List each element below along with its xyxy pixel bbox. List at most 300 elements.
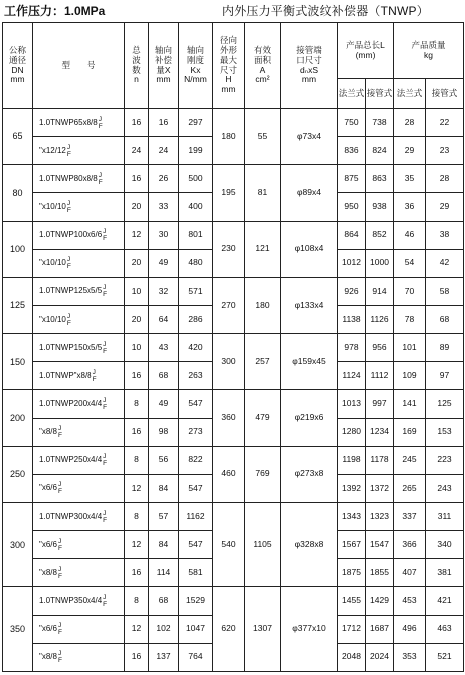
jf-suffix: [99, 172, 103, 186]
model-text: 1.0TNWP350x4/4: [39, 596, 103, 606]
cell-length-flange: 1198: [338, 446, 366, 474]
cell-model: [33, 362, 125, 390]
col-length-group: 产品总长L (mm): [338, 23, 394, 79]
cell-length-weld: 1234: [366, 418, 394, 446]
model-text: "x10/10: [39, 202, 66, 212]
cell-dn: 125: [3, 277, 33, 333]
cell-length-weld: 1687: [366, 615, 394, 643]
cell-length-weld: 863: [366, 165, 394, 193]
cell-stiffness: 297: [179, 109, 213, 137]
model-text: "x6/6: [39, 483, 57, 493]
cell-stiffness: 1529: [179, 587, 213, 615]
jf-suffix: [103, 453, 107, 467]
cell-model: [33, 249, 125, 277]
cell-waves: 16: [125, 362, 149, 390]
cell-waves: 12: [125, 531, 149, 559]
cell-mass-weld: 125: [426, 390, 464, 418]
col-waves: 总 波 数 n: [125, 23, 149, 109]
cell-model: [33, 109, 125, 137]
cell-outer-size: 270: [213, 277, 245, 333]
cell-length-flange: 1013: [338, 390, 366, 418]
cell-compensation: 56: [149, 446, 179, 474]
cell-mass-flange: 353: [394, 643, 426, 671]
cell-compensation: 98: [149, 418, 179, 446]
jf-top: J: [57, 481, 62, 489]
cell-length-weld: 938: [366, 193, 394, 221]
cell-stiffness: 571: [179, 277, 213, 305]
cell-stiffness: 822: [179, 446, 213, 474]
cell-compensation: 49: [149, 249, 179, 277]
cell-waves: 16: [125, 418, 149, 446]
cell-waves: 16: [125, 109, 149, 137]
cell-length-weld: 914: [366, 277, 394, 305]
jf-top: J: [57, 622, 62, 630]
cell-area: 81: [245, 165, 281, 221]
cell-compensation: 16: [149, 109, 179, 137]
model-text: "x10/10: [39, 258, 66, 268]
model-text: 1.0TNWP100x6/6: [39, 230, 103, 240]
cell-mass-flange: 109: [394, 362, 426, 390]
cell-length-weld: 852: [366, 221, 394, 249]
cell-mass-weld: 311: [426, 502, 464, 530]
model-text: "x8/8: [39, 652, 57, 662]
cell-outer-size: 300: [213, 334, 245, 390]
cell-area: 121: [245, 221, 281, 277]
cell-dn: 300: [3, 502, 33, 586]
cell-compensation: 64: [149, 305, 179, 333]
cell-model: [33, 587, 125, 615]
cell-length-weld: 1547: [366, 531, 394, 559]
cell-waves: 8: [125, 587, 149, 615]
cell-waves: 20: [125, 305, 149, 333]
model-text: "x6/6: [39, 624, 57, 634]
cell-mass-flange: 366: [394, 531, 426, 559]
jf-top: J: [103, 284, 107, 292]
cell-model: [33, 137, 125, 165]
jf-suffix: [67, 144, 71, 158]
cell-mass-flange: 453: [394, 587, 426, 615]
cell-model: [33, 559, 125, 587]
cell-outer-size: 620: [213, 587, 245, 672]
cell-mass-weld: 23: [426, 137, 464, 165]
model-text: 1.0TNWP250x4/4: [39, 455, 103, 465]
cell-pipe: φ159x45: [281, 334, 338, 390]
cell-length-flange: 836: [338, 137, 366, 165]
cell-mass-flange: 141: [394, 390, 426, 418]
cell-stiffness: 420: [179, 334, 213, 362]
cell-mass-flange: 101: [394, 334, 426, 362]
jf-suffix: [58, 425, 62, 439]
cell-dn: 350: [3, 587, 33, 672]
jf-bottom: F: [57, 572, 62, 580]
cell-mass-flange: 169: [394, 418, 426, 446]
model-text: "x10/10: [39, 314, 66, 324]
jf-suffix: [103, 228, 107, 242]
jf-bottom: F: [57, 544, 62, 552]
cell-mass-weld: 421: [426, 587, 464, 615]
cell-mass-flange: 46: [394, 221, 426, 249]
jf-suffix: [58, 622, 62, 636]
cell-mass-weld: 521: [426, 643, 464, 671]
jf-bottom: F: [103, 235, 108, 243]
spec-table: [2, 22, 464, 672]
jf-suffix: [103, 284, 107, 298]
cell-length-flange: 1280: [338, 418, 366, 446]
cell-length-flange: 1124: [338, 362, 366, 390]
cell-mass-flange: 407: [394, 559, 426, 587]
jf-suffix: [58, 566, 62, 580]
cell-area: 1307: [245, 587, 281, 672]
cell-dn: 150: [3, 334, 33, 390]
cell-model: [33, 531, 125, 559]
cell-waves: 10: [125, 277, 149, 305]
table-row: [3, 165, 464, 193]
cell-stiffness: 273: [179, 418, 213, 446]
jf-suffix: [103, 510, 107, 524]
cell-length-flange: 926: [338, 277, 366, 305]
model-text: "x6/6: [39, 539, 57, 549]
col-outer-size: 径向 外形 最大 尺寸 H mm: [213, 23, 245, 109]
col-pipe: 接管端 口尺寸 dₙxS mm: [281, 23, 338, 109]
cell-compensation: 68: [149, 362, 179, 390]
jf-top: J: [103, 228, 107, 236]
jf-suffix: [93, 369, 97, 383]
cell-length-flange: 1012: [338, 249, 366, 277]
jf-bottom: F: [57, 629, 62, 637]
working-pressure: 工作压力：1.0MPa: [4, 4, 106, 18]
jf-top: J: [98, 171, 102, 179]
cell-mass-flange: 496: [394, 615, 426, 643]
jf-bottom: F: [103, 403, 108, 411]
cell-model: [33, 502, 125, 530]
cell-length-weld: 1323: [366, 502, 394, 530]
cell-stiffness: 801: [179, 221, 213, 249]
cell-dn: 250: [3, 446, 33, 502]
jf-suffix: [58, 538, 62, 552]
cell-area: 55: [245, 109, 281, 165]
cell-length-flange: 1138: [338, 305, 366, 333]
model-text: 1.0TNWP200x4/4: [39, 399, 103, 409]
cell-length-flange: 750: [338, 109, 366, 137]
cell-length-weld: 1429: [366, 587, 394, 615]
cell-stiffness: 764: [179, 643, 213, 671]
cell-pipe: φ108x4: [281, 221, 338, 277]
cell-area: 769: [245, 446, 281, 502]
jf-bottom: F: [103, 347, 108, 355]
table-row: [3, 221, 464, 249]
jf-bottom: F: [66, 319, 71, 327]
cell-length-flange: 1712: [338, 615, 366, 643]
cell-dn: 100: [3, 221, 33, 277]
cell-model: [33, 277, 125, 305]
jf-bottom: F: [57, 657, 62, 665]
cell-length-flange: 875: [338, 165, 366, 193]
cell-mass-weld: 22: [426, 109, 464, 137]
model-text: "x8/8: [39, 427, 57, 437]
cell-model: [33, 643, 125, 671]
cell-length-flange: 1567: [338, 531, 366, 559]
cell-stiffness: 547: [179, 390, 213, 418]
cell-dn: 80: [3, 165, 33, 221]
cell-dn: 65: [3, 109, 33, 165]
model-text: 1.0TNWP80x8/8: [39, 173, 98, 183]
cell-stiffness: 480: [179, 249, 213, 277]
jf-suffix: [58, 481, 62, 495]
cell-length-weld: 1178: [366, 446, 394, 474]
cell-mass-flange: 29: [394, 137, 426, 165]
model-text: 1.0TNWP150x5/5: [39, 342, 103, 352]
jf-top: J: [57, 537, 62, 545]
model-text: "x8/8: [39, 567, 57, 577]
cell-waves: 16: [125, 643, 149, 671]
cell-waves: 8: [125, 446, 149, 474]
jf-suffix: [103, 341, 107, 355]
jf-bottom: F: [103, 291, 108, 299]
model-text: 1.0TNWP"x8/8: [39, 370, 92, 380]
cell-length-weld: 1000: [366, 249, 394, 277]
col-area: 有效 面积 A cm²: [245, 23, 281, 109]
jf-bottom: F: [66, 150, 71, 158]
table-row: [3, 446, 464, 474]
col-mass-weld: 接管式: [426, 79, 464, 109]
jf-bottom: F: [57, 488, 62, 496]
model-text: 1.0TNWP65x8/8: [39, 117, 98, 127]
cell-length-flange: 2048: [338, 643, 366, 671]
cell-mass-weld: 243: [426, 474, 464, 502]
cell-length-flange: 1875: [338, 559, 366, 587]
cell-mass-weld: 223: [426, 446, 464, 474]
cell-mass-flange: 265: [394, 474, 426, 502]
cell-length-weld: 2024: [366, 643, 394, 671]
cell-mass-weld: 58: [426, 277, 464, 305]
cell-model: [33, 446, 125, 474]
cell-stiffness: 199: [179, 137, 213, 165]
jf-suffix: [67, 313, 71, 327]
cell-pipe: φ133x4: [281, 277, 338, 333]
col-length-flange: 法兰式: [338, 79, 366, 109]
cell-mass-weld: 68: [426, 305, 464, 333]
cell-waves: 12: [125, 221, 149, 249]
col-stiffness: 轴向 刚度 Kx N/mm: [179, 23, 213, 109]
cell-mass-flange: 36: [394, 193, 426, 221]
cell-stiffness: 1162: [179, 502, 213, 530]
cell-waves: 16: [125, 559, 149, 587]
table-row: [3, 109, 464, 137]
cell-length-flange: 1455: [338, 587, 366, 615]
cell-length-flange: 950: [338, 193, 366, 221]
cell-compensation: 30: [149, 221, 179, 249]
cell-outer-size: 540: [213, 502, 245, 586]
table-row: [3, 334, 464, 362]
cell-length-weld: 1112: [366, 362, 394, 390]
cell-waves: 10: [125, 334, 149, 362]
cell-mass-weld: 153: [426, 418, 464, 446]
cell-area: 479: [245, 390, 281, 446]
cell-mass-weld: 28: [426, 165, 464, 193]
cell-length-weld: 824: [366, 137, 394, 165]
jf-bottom: F: [66, 206, 71, 214]
cell-compensation: 26: [149, 165, 179, 193]
jf-bottom: F: [103, 460, 108, 468]
col-mass-group: 产品质量 kg: [394, 23, 464, 79]
cell-model: [33, 305, 125, 333]
cell-pipe: φ219x6: [281, 390, 338, 446]
cell-stiffness: 286: [179, 305, 213, 333]
cell-compensation: 84: [149, 531, 179, 559]
table-row: [3, 277, 464, 305]
cell-length-weld: 956: [366, 334, 394, 362]
cell-model: [33, 165, 125, 193]
jf-bottom: F: [98, 178, 103, 186]
cell-mass-weld: 89: [426, 334, 464, 362]
col-compensation: 轴向 补偿 量X mm: [149, 23, 179, 109]
cell-waves: 16: [125, 165, 149, 193]
cell-mass-weld: 29: [426, 193, 464, 221]
cell-length-weld: 738: [366, 109, 394, 137]
cell-area: 180: [245, 277, 281, 333]
cell-compensation: 114: [149, 559, 179, 587]
cell-waves: 24: [125, 137, 149, 165]
jf-top: J: [103, 340, 107, 348]
cell-mass-weld: 42: [426, 249, 464, 277]
jf-suffix: [58, 650, 62, 664]
jf-top: J: [103, 453, 107, 461]
jf-bottom: F: [98, 122, 103, 130]
jf-bottom: F: [92, 375, 97, 383]
jf-top: J: [103, 509, 107, 517]
cell-mass-flange: 70: [394, 277, 426, 305]
jf-suffix: [103, 594, 107, 608]
cell-model: [33, 390, 125, 418]
jf-top: J: [103, 593, 107, 601]
cell-waves: 20: [125, 193, 149, 221]
jf-suffix: [99, 116, 103, 130]
cell-outer-size: 230: [213, 221, 245, 277]
cell-mass-weld: 463: [426, 615, 464, 643]
jf-top: J: [98, 115, 102, 123]
jf-top: J: [57, 650, 62, 658]
cell-stiffness: 500: [179, 165, 213, 193]
cell-dn: 200: [3, 390, 33, 446]
cell-compensation: 49: [149, 390, 179, 418]
cell-model: [33, 418, 125, 446]
cell-stiffness: 547: [179, 474, 213, 502]
jf-top: J: [66, 312, 71, 320]
cell-pipe: φ377x10: [281, 587, 338, 672]
model-text: "x12/12: [39, 145, 66, 155]
cell-compensation: 57: [149, 502, 179, 530]
cell-stiffness: 547: [179, 531, 213, 559]
cell-stiffness: 581: [179, 559, 213, 587]
col-mass-flange: 法兰式: [394, 79, 426, 109]
cell-area: 1105: [245, 502, 281, 586]
cell-compensation: 102: [149, 615, 179, 643]
cell-compensation: 24: [149, 137, 179, 165]
cell-pipe: φ328x8: [281, 502, 338, 586]
cell-model: [33, 221, 125, 249]
cell-compensation: 33: [149, 193, 179, 221]
model-text: 1.0TNWP300x4/4: [39, 511, 103, 521]
jf-suffix: [67, 200, 71, 214]
cell-model: [33, 334, 125, 362]
cell-mass-weld: 38: [426, 221, 464, 249]
cell-stiffness: 1047: [179, 615, 213, 643]
cell-waves: 12: [125, 474, 149, 502]
cell-waves: 12: [125, 615, 149, 643]
table-row: [3, 502, 464, 530]
jf-top: J: [103, 396, 107, 404]
cell-waves: 20: [125, 249, 149, 277]
cell-length-flange: 864: [338, 221, 366, 249]
cell-mass-flange: 54: [394, 249, 426, 277]
col-model: 型 号: [33, 23, 125, 109]
cell-mass-flange: 78: [394, 305, 426, 333]
col-length-weld: 接管式: [366, 79, 394, 109]
cell-length-flange: 1343: [338, 502, 366, 530]
cell-length-weld: 997: [366, 390, 394, 418]
jf-top: J: [57, 565, 62, 573]
jf-top: J: [66, 143, 71, 151]
cell-length-flange: 1392: [338, 474, 366, 502]
model-text: 1.0TNWP125x5/5: [39, 286, 103, 296]
cell-outer-size: 460: [213, 446, 245, 502]
cell-waves: 8: [125, 390, 149, 418]
jf-top: J: [66, 199, 71, 207]
cell-pipe: φ273x8: [281, 446, 338, 502]
jf-bottom: F: [66, 263, 71, 271]
jf-top: J: [92, 368, 96, 376]
cell-mass-flange: 245: [394, 446, 426, 474]
cell-mass-flange: 35: [394, 165, 426, 193]
cell-compensation: 137: [149, 643, 179, 671]
cell-outer-size: 360: [213, 390, 245, 446]
cell-compensation: 43: [149, 334, 179, 362]
cell-model: [33, 615, 125, 643]
jf-bottom: F: [103, 516, 108, 524]
cell-length-weld: 1372: [366, 474, 394, 502]
cell-mass-flange: 337: [394, 502, 426, 530]
cell-mass-weld: 97: [426, 362, 464, 390]
cell-stiffness: 263: [179, 362, 213, 390]
cell-pipe: φ89x4: [281, 165, 338, 221]
col-dn: 公称 通径 DN mm: [3, 23, 33, 109]
cell-mass-flange: 28: [394, 109, 426, 137]
table-body: [3, 109, 464, 672]
table-row: [3, 587, 464, 615]
cell-area: 257: [245, 334, 281, 390]
cell-model: [33, 193, 125, 221]
cell-mass-weld: 340: [426, 531, 464, 559]
cell-compensation: 68: [149, 587, 179, 615]
cell-length-weld: 1126: [366, 305, 394, 333]
cell-compensation: 32: [149, 277, 179, 305]
jf-top: J: [66, 256, 71, 264]
cell-length-flange: 978: [338, 334, 366, 362]
cell-waves: 8: [125, 502, 149, 530]
cell-compensation: 84: [149, 474, 179, 502]
table-row: [3, 390, 464, 418]
jf-top: J: [57, 425, 62, 433]
cell-outer-size: 195: [213, 165, 245, 221]
cell-model: [33, 474, 125, 502]
jf-suffix: [67, 256, 71, 270]
cell-stiffness: 400: [179, 193, 213, 221]
cell-outer-size: 180: [213, 109, 245, 165]
cell-mass-weld: 381: [426, 559, 464, 587]
jf-bottom: F: [57, 432, 62, 440]
cell-length-weld: 1855: [366, 559, 394, 587]
jf-suffix: [103, 397, 107, 411]
